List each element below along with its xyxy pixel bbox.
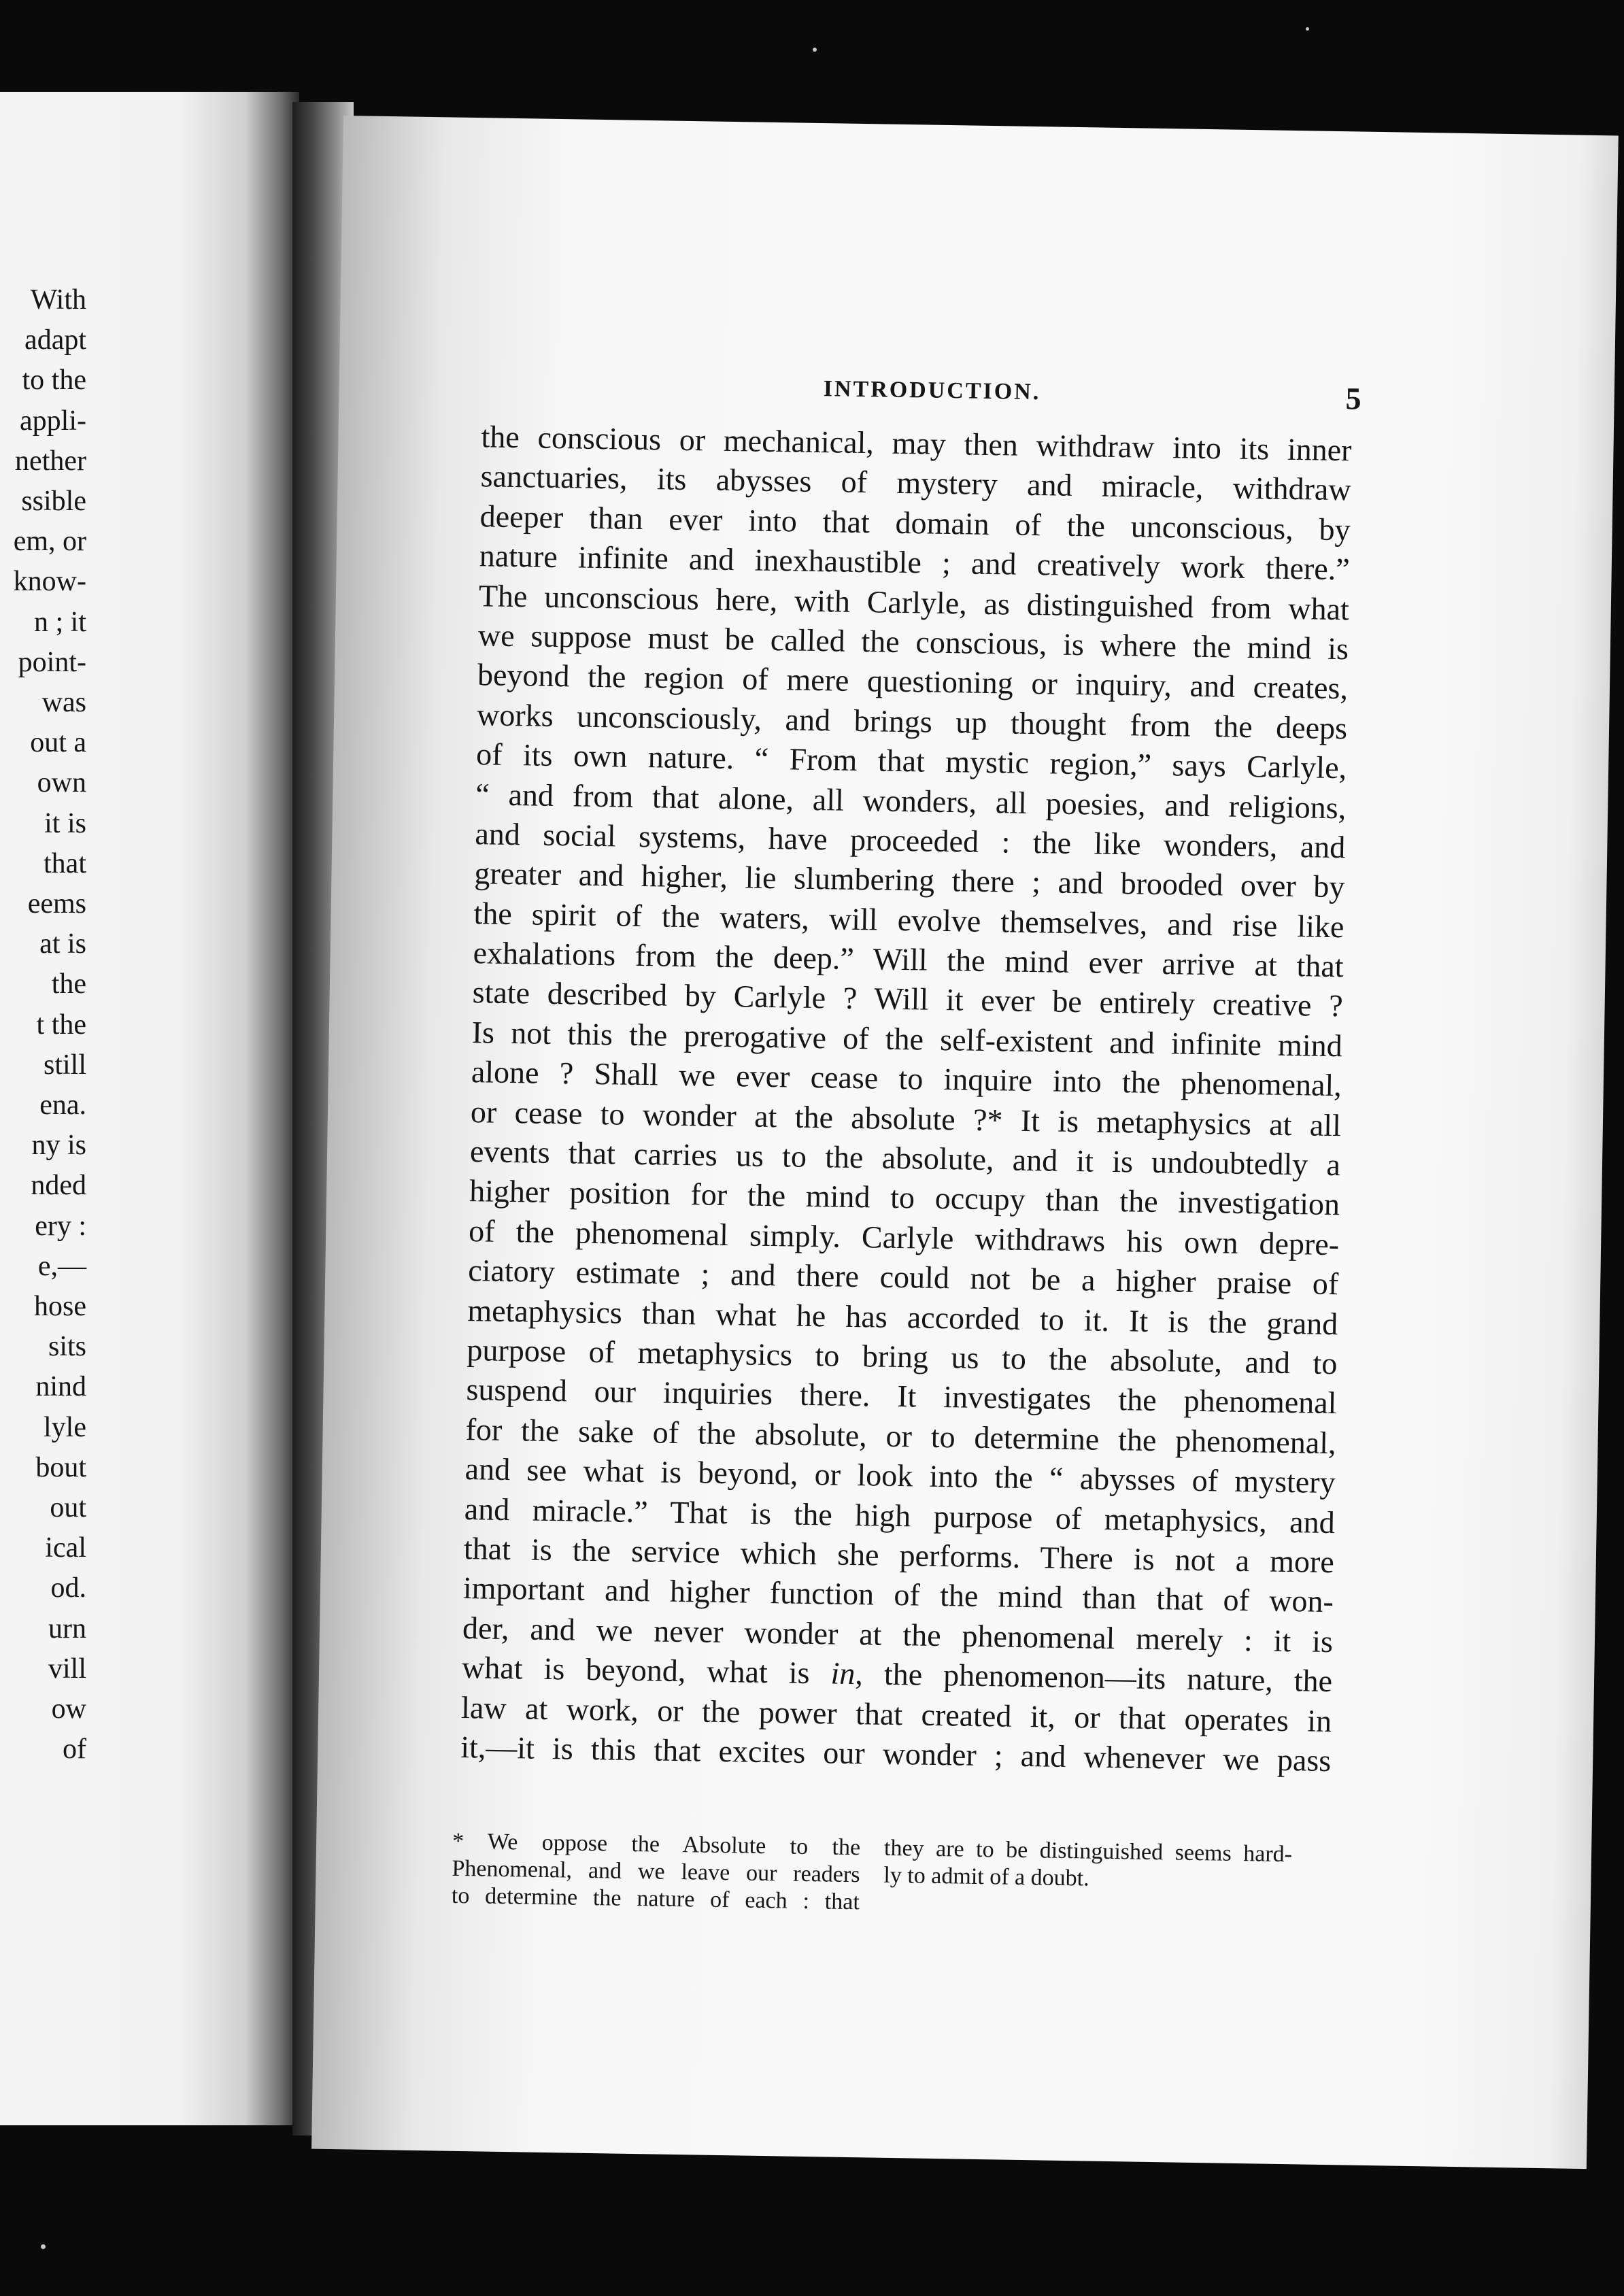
body-line: der, and we never wonder at the phenomenal merely : it is: [462, 1610, 1334, 1659]
left-page-line-fragment: ow: [51, 1693, 86, 1725]
left-page-line-fragment: hose: [34, 1291, 86, 1322]
left-page-line-fragment: urn: [48, 1613, 86, 1644]
footnote-left-column: [452, 1828, 861, 1916]
body-line: deeper than ever into that domain of the unconscious, by: [479, 499, 1351, 547]
left-page: [0, 92, 299, 2125]
footnote-right-column: [883, 1835, 1292, 1895]
body-line: metaphysics than what he has accorded to it. It is the grand: [467, 1292, 1338, 1341]
body-line: that is the service which she performs. There is not a more: [463, 1530, 1335, 1580]
body-line: the conscious or mechanical, may then withdraw into its inner: [481, 419, 1352, 468]
body-line: for the sake of the absolute, or to determine the phenomenal,: [465, 1411, 1336, 1460]
body-line: Is not this the prerogative of the self-existent and infinite mind: [471, 1014, 1343, 1064]
left-page-line-fragment: the: [51, 968, 86, 1000]
body-line: and miracle.” That is the high purpose of metaphysics, and: [464, 1491, 1336, 1540]
left-page-line-fragment: sits: [48, 1331, 86, 1363]
body-line: it,—it is this that excites our wonder ; and whenever we pass: [460, 1729, 1332, 1778]
left-page-line-fragment: e,—: [37, 1250, 86, 1282]
left-page-line-fragment: eems: [27, 888, 86, 919]
dust-speck: [1306, 27, 1309, 31]
body-line: greater and higher, lie slumbering there ; and brooded over by: [474, 856, 1345, 905]
left-page-line-fragment: ssible: [21, 486, 86, 517]
dust-speck: [41, 2244, 46, 2249]
body-line: we suppose must be called the conscious, is where the mind is: [477, 618, 1349, 666]
left-page-line-fragment: to the: [22, 365, 86, 396]
left-page-line-fragment: ena.: [39, 1090, 86, 1121]
body-line: alone ? Shall we ever cease to inquire into the phenomenal,: [471, 1054, 1342, 1103]
left-page-line-fragment: em, or: [13, 526, 86, 558]
body-line: works unconsciously, and brings up thought from the deeps: [476, 696, 1348, 746]
body-line: exhalations from the deep.” Will the mind ever arrive at that: [473, 935, 1344, 984]
left-page-line-fragment: own: [37, 767, 86, 799]
body-line: sanctuaries, its abysses of mystery and miracle, withdraw: [480, 458, 1351, 507]
body-line: purpose of metaphysics to bring us to the absolute, and to: [467, 1332, 1338, 1381]
body-line: ciatory estimate ; and there could not be a higher praise of: [467, 1253, 1339, 1302]
left-page-line-fragment: bout: [35, 1451, 86, 1483]
running-head: INTRODUCTION.: [823, 376, 1041, 405]
left-page-line-fragment: it is: [44, 807, 86, 839]
emphasis: in: [830, 1655, 856, 1691]
left-page-line-fragment: vill: [48, 1653, 86, 1685]
body-line: and see what is beyond, or look into the “ abysses of mystery: [464, 1451, 1336, 1500]
left-page-line-fragment: that: [44, 847, 86, 879]
left-page-line-fragment: still: [43, 1049, 86, 1081]
footnote-line: they are to be distinguished seems hard-: [883, 1835, 1293, 1868]
body-line: or cease to wonder at the absolute ?* It is metaphysics at all: [470, 1094, 1342, 1143]
body-line: of the phenomenal simply. Carlyle withdraws his own depre-: [468, 1213, 1340, 1262]
body-line: state described by Carlyle ? Will it ever be entirely creative ?: [472, 975, 1344, 1024]
footnote-line: * We oppose the Absolute to the: [452, 1828, 861, 1861]
body-line: events that carries us to the absolute, and it is undoubtedly a: [469, 1134, 1341, 1183]
left-page-line-fragment: ical: [45, 1532, 86, 1564]
body-line: “ and from that alone, all wonders, all poesies, and religions,: [475, 776, 1347, 825]
left-page-line-fragment: n ; it: [33, 606, 86, 638]
left-page-line-fragment: ny is: [31, 1130, 86, 1162]
left-page-line-fragment: nind: [35, 1371, 86, 1403]
footnote-line: Phenomenal, and we leave our readers: [452, 1855, 860, 1888]
body-line: what is beyond, what is in, the phenomenon—its nature, the: [461, 1650, 1333, 1699]
left-page-line-fragment: lyle: [44, 1411, 86, 1443]
body-line: of its own nature. “ From that mystic region,” says Carlyle,: [475, 737, 1347, 786]
body-line: law at work, or the power that created it, or that operates in: [460, 1689, 1332, 1738]
left-page-line-fragment: was: [41, 687, 86, 718]
left-page-line-fragment: at is: [39, 928, 86, 960]
left-page-line-fragment: adapt: [24, 324, 86, 356]
body-text: [460, 417, 1352, 1780]
left-page-line-fragment: nether: [15, 445, 86, 477]
dust-speck: [813, 48, 817, 52]
left-page-line-fragment: appli-: [20, 405, 86, 437]
footnote-line: to determine the nature of each : that: [451, 1883, 860, 1915]
body-line: higher position for the mind to occupy than the investigation: [469, 1173, 1340, 1222]
left-page-line-fragment: out: [50, 1492, 86, 1523]
body-line: important and higher function of the mind than that of won-: [462, 1570, 1334, 1619]
left-page-line-fragment: ery :: [35, 1210, 86, 1242]
left-page-line-fragment: nded: [31, 1170, 86, 1202]
page-number: 5: [1345, 381, 1362, 416]
body-line: beyond the region of mere questioning or inquiry, and creates,: [477, 657, 1349, 706]
body-line: and social systems, have proceeded : the like wonders, and: [475, 816, 1346, 865]
left-page-line-fragment: With: [30, 284, 86, 316]
body-line: the spirit of the waters, will evolve themselves, and rise like: [473, 895, 1344, 944]
left-page-line-fragment: point-: [18, 646, 86, 678]
left-page-line-fragment: out a: [30, 727, 86, 759]
left-page-line-fragment: of: [63, 1734, 86, 1766]
body-line: The unconscious here, with Carlyle, as distinguished from what: [478, 577, 1350, 626]
left-page-line-fragment: od.: [50, 1572, 86, 1604]
body-line: suspend our inquiries there. It investigates the phenomenal: [466, 1372, 1337, 1421]
left-page-line-fragment: t the: [36, 1009, 86, 1041]
left-page-line-fragment: know-: [13, 566, 86, 598]
body-line: nature infinite and inexhaustible ; and creatively work there.”: [479, 538, 1351, 587]
right-page: [311, 116, 1619, 2169]
footnote-line: ly to admit of a doubt.: [883, 1862, 1089, 1891]
